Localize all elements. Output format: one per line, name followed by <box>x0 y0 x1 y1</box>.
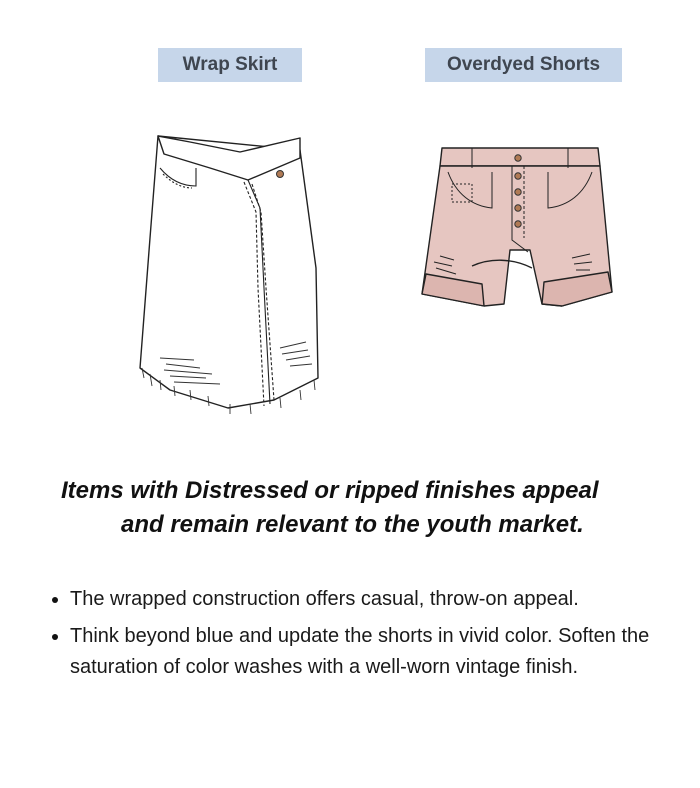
overdyed-shorts-label: Overdyed Shorts <box>425 48 622 82</box>
list-item <box>40 584 680 615</box>
bullet-dot-icon <box>52 634 58 640</box>
list-item <box>40 621 680 683</box>
headline-line-1: Items with Distressed or ripped finishes appeal <box>61 477 599 504</box>
bullet-dot-icon <box>52 597 58 603</box>
headline <box>0 474 700 542</box>
headline-line-2: and remain relevant to the youth market. <box>121 511 584 538</box>
bullet-text: The wrapped construction offers casual, throw-on appeal. <box>70 588 579 610</box>
overdyed-shorts-sketch-icon <box>412 142 622 312</box>
wrap-skirt-label: Wrap Skirt <box>158 48 302 82</box>
bullet-text: Think beyond blue and update the shorts in vivid color. Soften the saturation of color washes with a well-worn vintage finish. <box>70 625 650 678</box>
bullet-list <box>40 584 680 689</box>
wrap-skirt-sketch-icon <box>130 128 330 418</box>
